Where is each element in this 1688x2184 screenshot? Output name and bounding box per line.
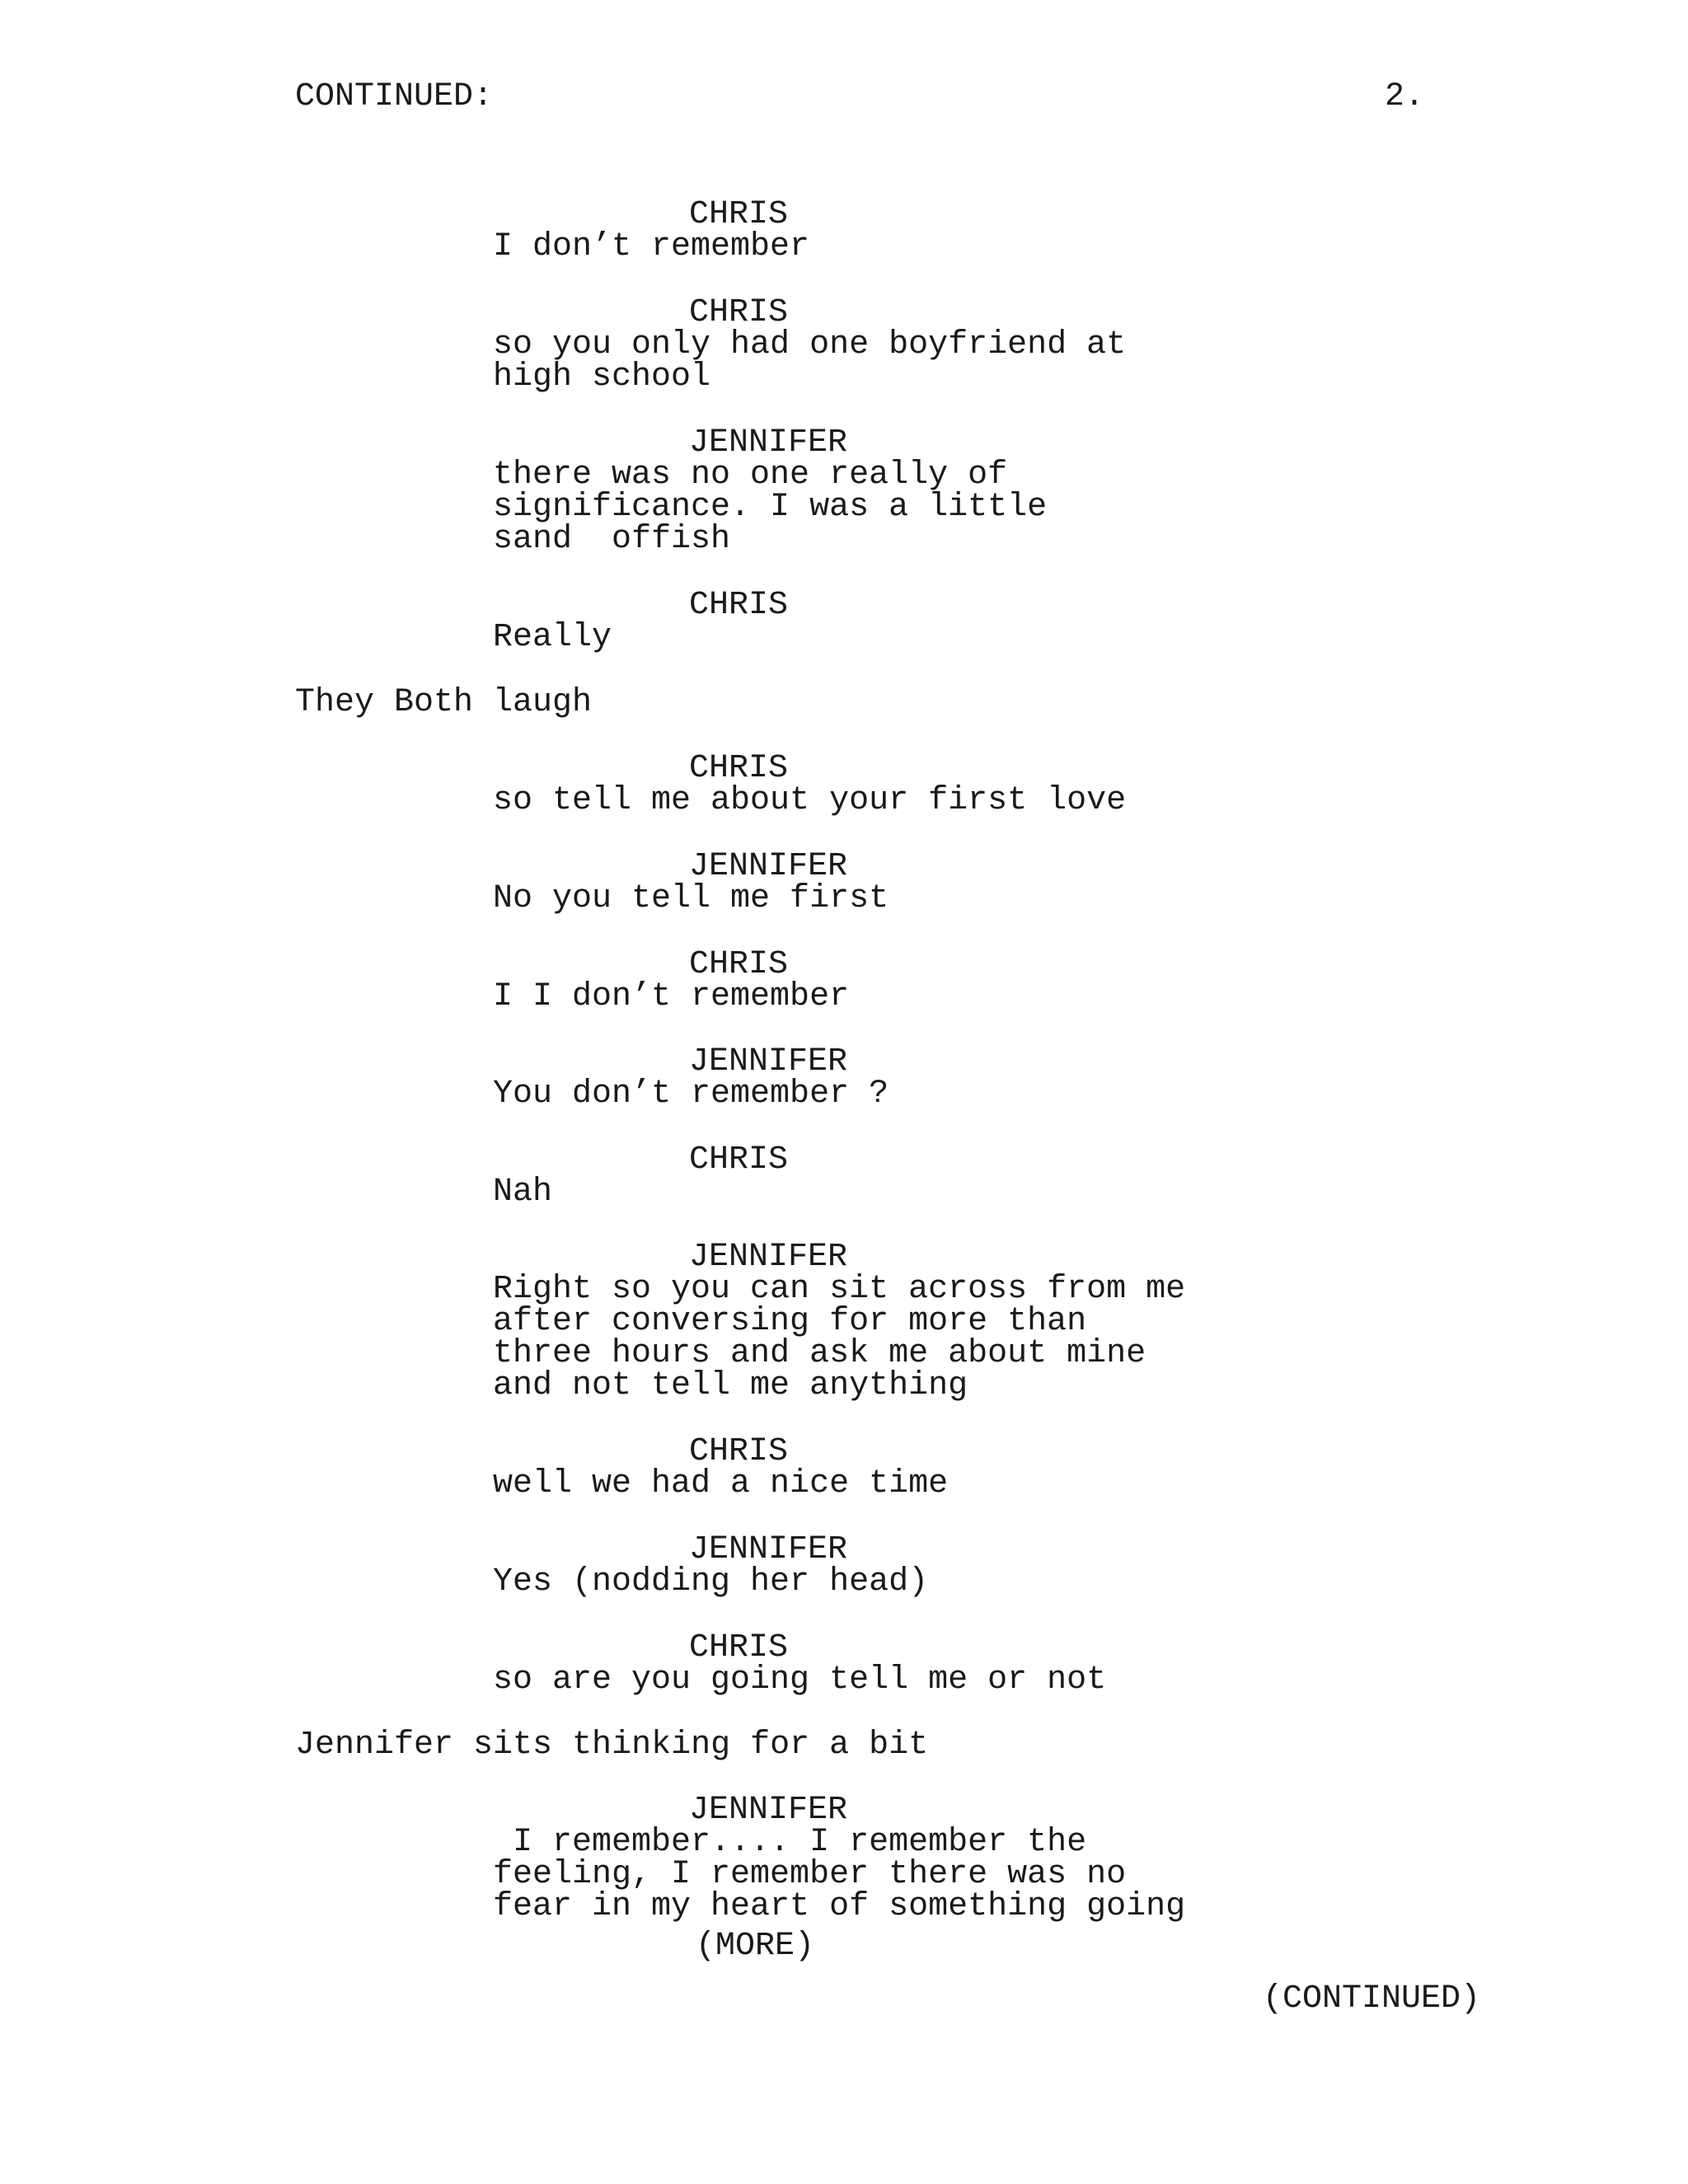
dialogue-line: Really	[493, 619, 612, 656]
dialogue-line: I remember.... I remember the	[493, 1824, 1087, 1861]
dialogue-line: significance. I was a little	[493, 489, 1048, 526]
character-cue: CHRIS	[689, 294, 789, 331]
character-cue: JENNIFER	[689, 1239, 848, 1276]
dialogue-line: Right so you can sit across from me	[493, 1271, 1186, 1308]
action-line: Jennifer sits thinking for a bit	[295, 1727, 929, 1764]
character-cue: CHRIS	[689, 1433, 789, 1470]
dialogue-line: Yes (nodding her head)	[493, 1563, 929, 1601]
dialogue-line: and not tell me anything	[493, 1367, 968, 1404]
dialogue-line: so are you going tell me or not	[493, 1661, 1107, 1699]
character-cue: CHRIS	[689, 946, 789, 983]
character-cue: JENNIFER	[689, 848, 848, 885]
dialogue-line: well we had a nice time	[493, 1465, 949, 1502]
character-cue: JENNIFER	[689, 1043, 848, 1080]
character-cue: CHRIS	[689, 196, 789, 233]
dialogue-line: I don’t remember	[493, 228, 810, 265]
dialogue-line: sand offish	[493, 521, 731, 558]
character-cue: JENNIFER	[689, 1531, 848, 1568]
character-cue: CHRIS	[689, 587, 789, 624]
continued-footer: (CONTINUED)	[1263, 1980, 1481, 2018]
dialogue-line: You don’t remember ?	[493, 1076, 889, 1113]
character-cue: CHRIS	[689, 1629, 789, 1666]
character-cue: CHRIS	[689, 750, 789, 787]
page-number: 2.	[1385, 78, 1425, 115]
dialogue-line: No you tell me first	[493, 880, 889, 917]
dialogue-line: Nah	[493, 1174, 553, 1211]
dialogue-line: so tell me about your first love	[493, 782, 1127, 819]
character-cue: JENNIFER	[689, 1792, 848, 1829]
dialogue-line: I I don’t remember	[493, 978, 850, 1015]
dialogue-line: there was no one really of	[493, 457, 1008, 494]
dialogue-line: high school	[493, 359, 711, 396]
dialogue-line: after conversing for more than	[493, 1303, 1087, 1340]
dialogue-line: so you only had one boyfriend at	[493, 326, 1127, 363]
dialogue-line: three hours and ask me about mine	[493, 1335, 1146, 1372]
action-line: They Both laugh	[295, 684, 593, 721]
character-cue: CHRIS	[689, 1141, 789, 1179]
dialogue-line: feeling, I remember there was no	[493, 1856, 1127, 1893]
continued-header: CONTINUED:	[295, 78, 494, 115]
more-marker: (MORE)	[696, 1928, 815, 1965]
character-cue: JENNIFER	[689, 424, 848, 462]
dialogue-line: fear in my heart of something going	[493, 1888, 1186, 1925]
